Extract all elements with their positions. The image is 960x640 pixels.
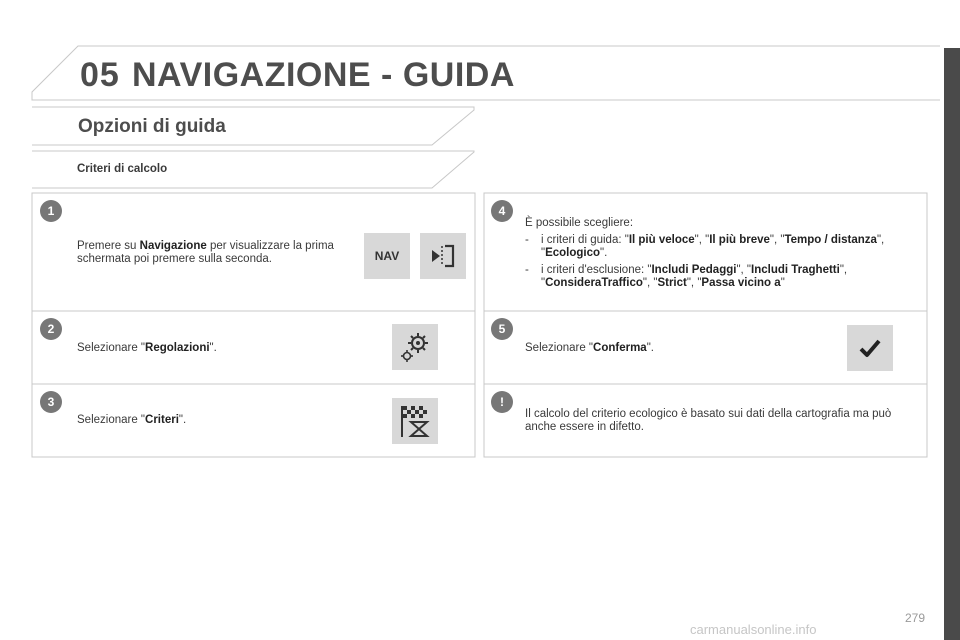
driving-criteria-item: - i criteri di guida: "Il più veloce", "Il più breve", "Tempo / distanza", "Ecologico". <box>525 234 885 259</box>
next-screen-button[interactable] <box>420 233 466 279</box>
chapter-title: NAVIGAZIONE - GUIDA <box>132 56 515 94</box>
checkered-flag-hourglass-icon <box>398 403 432 439</box>
note-text: Il calcolo del criterio ecologico è basato sui dati della cartografia ma può anche essere in difetto. <box>525 408 892 433</box>
page-number: 279 <box>905 611 926 625</box>
enter-screen-icon <box>428 241 458 271</box>
step-1-badge: 1 <box>40 200 62 222</box>
step-1-text: Premere su Navigazione per visualizzare la prima schermata poi premere sulla seconda. <box>77 240 334 265</box>
chapter-sidebar-tab <box>944 48 960 640</box>
step-5-text: Selezionare "Conferma". <box>525 342 654 354</box>
chapter-number: 05 <box>80 56 120 94</box>
settings-button[interactable] <box>392 324 438 370</box>
nav-label: NAV <box>374 249 400 263</box>
watermark: carmanualsonline.info <box>690 622 817 637</box>
exclusion-criteria-item: - i criteri d'esclusione: "Includi Pedaggi", "Includi Traghetti", "ConsideraTraffico", "Strict", "Passa vicino a" <box>525 264 848 289</box>
step-3-badge: 3 <box>40 391 62 413</box>
checkmark-icon <box>858 336 882 360</box>
criteria-button[interactable] <box>392 398 438 444</box>
nav-button[interactable] <box>364 233 410 279</box>
step-4-text: È possibile scegliere: - i criteri di guida: "Il più veloce", "Il più breve", "Tempo / distanza", "Ecologico". - i criteri d'esclusione: "Includi Pedaggi", "Includi Traghetti", "ConsideraTraffico", "Strict", "Passa vicino a" <box>525 217 910 290</box>
section-title: Opzioni di guida <box>78 116 226 137</box>
confirm-button[interactable] <box>847 325 893 371</box>
step-5-badge: 5 <box>491 318 513 340</box>
step-2-badge: 2 <box>40 318 62 340</box>
step-2-text: Selezionare "Regolazioni". <box>77 342 217 354</box>
step-4-badge: 4 <box>491 200 513 222</box>
section-subtitle: Criteri di calcolo <box>77 163 168 175</box>
step-3-text: Selezionare "Criteri". <box>77 414 187 426</box>
gears-icon <box>398 330 432 364</box>
warning-badge: ! <box>491 391 513 413</box>
